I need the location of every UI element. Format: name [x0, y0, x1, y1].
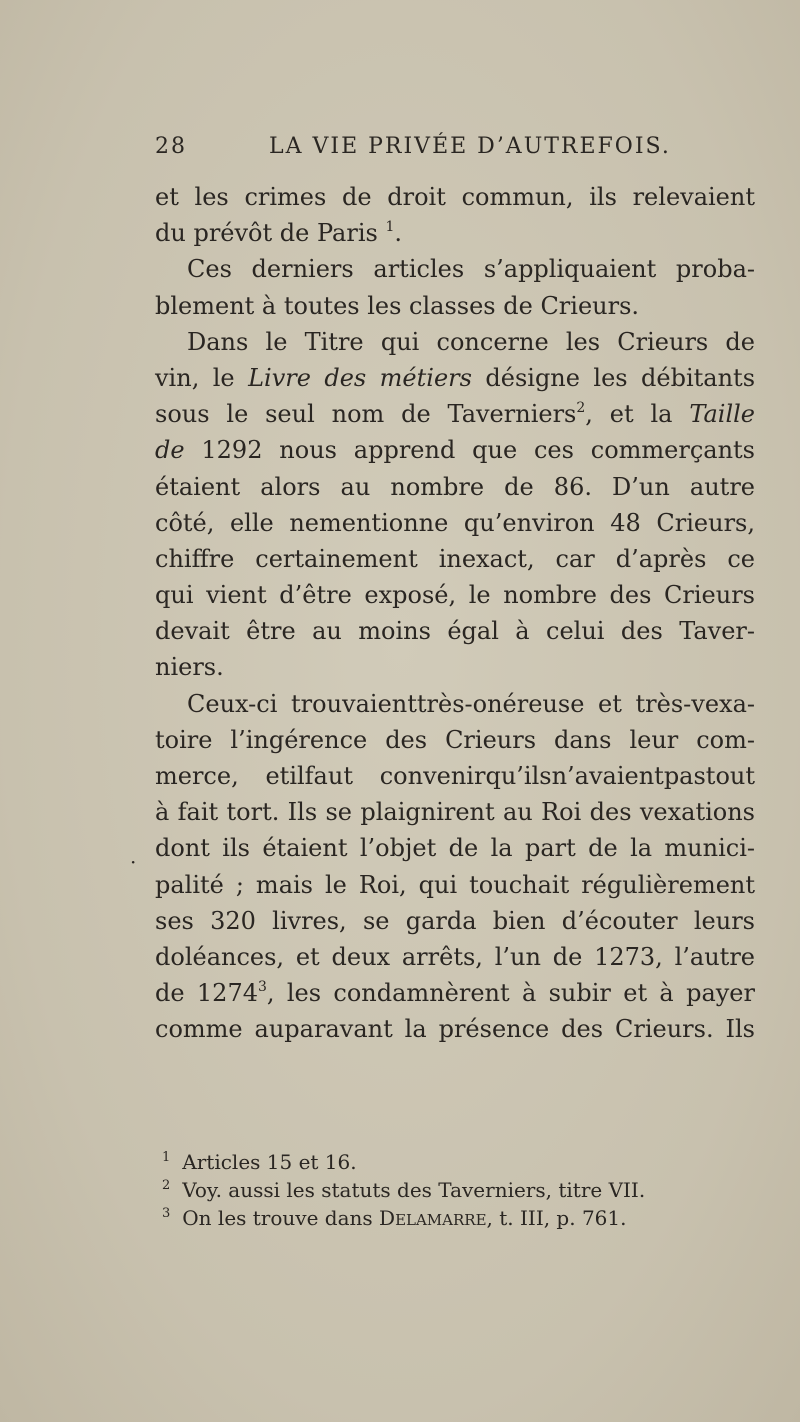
text-line: côté, elle nementionne qu’environ 48 Crieurs,: [155, 508, 755, 537]
footnotes: [162, 1148, 722, 1234]
text-line: à fait tort. Ils se plaignirent au Roi des vexations: [155, 798, 755, 827]
text-line: qui vient d’être exposé, le nombre des Crieurs: [155, 581, 755, 610]
footnote-mark: 1: [162, 1150, 171, 1165]
page-header: [155, 134, 755, 164]
footnote: $^1$ Articles 15 et 16.: [162, 1150, 357, 1174]
text-line: vin, le Livre des métiers désigne les débitants: [155, 363, 756, 392]
paragraph-start: Dans le Titre qui concerne les Crieurs de: [187, 327, 755, 356]
text-line: de 1292 nous apprend que ces commerçants: [155, 436, 755, 465]
text-line: chiffre certainement inexact, car d’après ce: [155, 544, 755, 573]
text-line: de 1274$^3$, les condamnèrent à subir et à payer: [155, 979, 755, 1008]
italic-title: Livre des métiers: [248, 363, 472, 392]
text-line: devait être au moins égal à celui des Taver-: [155, 617, 755, 646]
text-line: du prévôt de Paris $^1$.: [155, 219, 403, 248]
text-line: doléances, et deux arrêts, l’un de 1273, l’autre: [155, 942, 755, 971]
body-text: [155, 179, 755, 1048]
text-line: étaient alors au nombre de 86. D’un autre: [155, 472, 755, 501]
text-line: niers.: [155, 653, 224, 682]
footnote-ref: 2: [576, 400, 586, 417]
author-name: D: [379, 1206, 396, 1230]
text-line: blement à toutes les classes de Crieurs.: [155, 291, 640, 320]
text-line: comme auparavant la présence des Crieurs. Ils: [155, 1015, 755, 1044]
author-name: ELAMARRE: [395, 1211, 487, 1229]
text-line: et les crimes de droit commun, ils relevaient: [155, 183, 755, 211]
paragraph-start: Ceux-ci trouvaienttrès-onéreuse et très-vexa-: [187, 689, 755, 718]
footnote-mark: 2: [162, 1178, 171, 1193]
margin-mark: ·: [130, 850, 137, 874]
footnote: $^2$ Voy. aussi les statuts des Taverniers, titre VII.: [162, 1178, 646, 1202]
text-line: dont ils étaient l’objet de la part de la munici-: [155, 834, 755, 863]
italic-title: Taille: [689, 400, 755, 429]
italic-title: de: [155, 436, 185, 465]
text-line: merce, etilfaut convenirqu’ilsn’avaientpastout: [155, 762, 755, 790]
text-line: sous le seul nom de Taverniers$^2$, et la Taille: [155, 400, 755, 429]
footnote-ref: 1: [385, 219, 395, 236]
paragraph-start: Ces derniers articles s’appliquaient proba-: [187, 255, 755, 284]
text-line: toire l’ingérence des Crieurs dans leur com-: [155, 725, 755, 754]
footnote-mark: 3: [162, 1206, 171, 1221]
text-line: palité ; mais le Roi, qui touchait régulièrement: [155, 870, 755, 899]
text-line: ses 320 livres, se garda bien d’écouter leurs: [155, 906, 755, 935]
running-title: LA VIE PRIVÉE D’AUTREFOIS.: [269, 134, 671, 159]
footnote-ref: 3: [257, 979, 267, 996]
page-number: 28: [155, 134, 187, 159]
footnote: $^3$ On les trouve dans DELAMARRE, t. III, p. 761.: [162, 1206, 627, 1230]
